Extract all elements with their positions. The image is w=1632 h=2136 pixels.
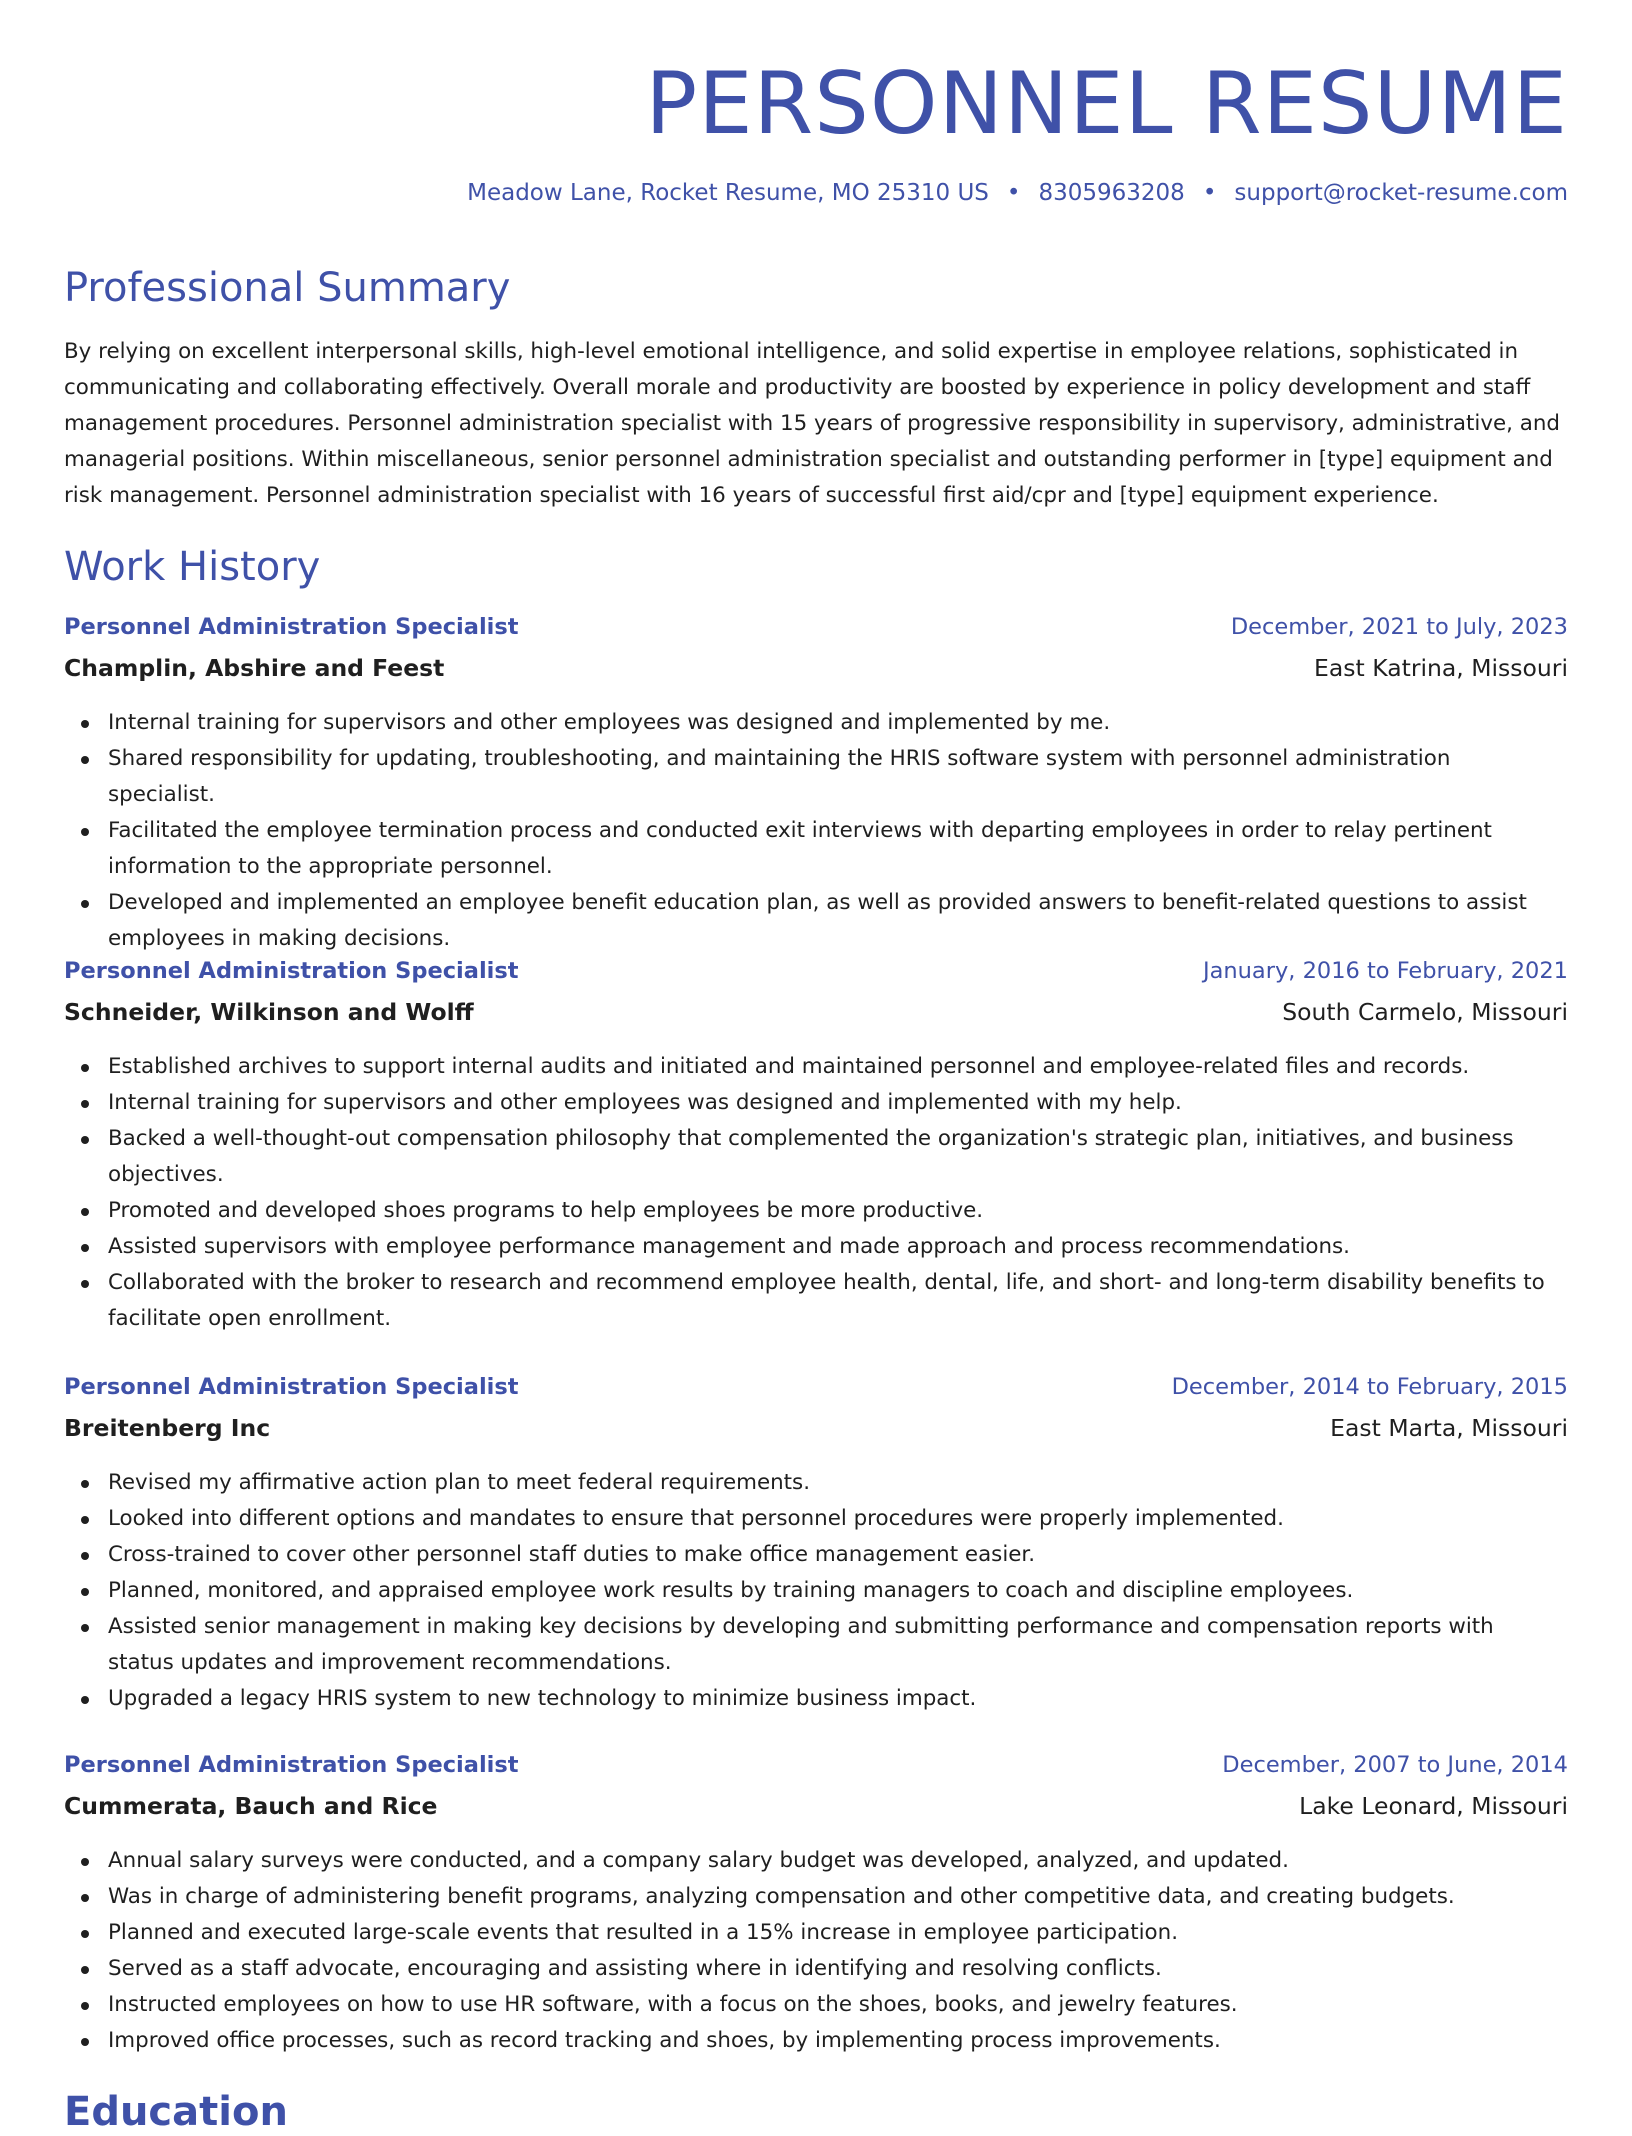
job-entry — [64, 958, 1568, 1337]
job-bullet: Established archives to support internal audits and initiated and maintained personnel and employee-related files and records. — [108, 1049, 1568, 1085]
job-location: East Marta, Missouri — [1330, 1414, 1568, 1442]
job-title: Personnel Administration Specialist — [64, 958, 519, 984]
job-company: Cummerata, Bauch and Rice — [64, 1792, 438, 1820]
job-bullet: Internal training for supervisors and other employees was designed and implemented with my help. — [108, 1085, 1568, 1121]
job-bullet: Planned and executed large-scale events that resulted in a 15% increase in employee participation. — [108, 1915, 1568, 1951]
job-title-row — [64, 614, 1568, 654]
job-entry — [64, 1752, 1568, 2059]
contact-address: Meadow Lane, Rocket Resume, MO 25310 US — [467, 180, 989, 206]
contact-email: support@rocket-resume.com — [1234, 180, 1568, 206]
job-bullet: Looked into different options and mandates to ensure that personnel procedures were properly implemented. — [108, 1501, 1568, 1537]
job-bullet: Backed a well-thought-out compensation philosophy that complemented the organization's strategic plan, initiatives, and business objectives. — [108, 1121, 1568, 1193]
job-title-row — [64, 1752, 1568, 1792]
job-bullet: Upgraded a legacy HRIS system to new technology to minimize business impact. — [108, 1681, 1568, 1717]
job-bullet: Facilitated the employee termination process and conducted exit interviews with departing employees in order to relay pertinent information to the appropriate personnel. — [108, 813, 1568, 885]
job-bullets — [64, 1465, 1568, 1717]
contact-phone: 8305963208 — [1038, 180, 1185, 206]
job-bullet: Developed and implemented an employee benefit education plan, as well as provided answers to benefit-related questions to assist employees in making decisions. — [108, 885, 1568, 957]
job-title: Personnel Administration Specialist — [64, 614, 519, 640]
job-bullets — [64, 705, 1568, 957]
job-bullet: Assisted senior management in making key decisions by developing and submitting performance and compensation reports with status updates and improvement recommendations. — [108, 1609, 1568, 1681]
job-company-row — [64, 654, 1568, 694]
job-bullet: Internal training for supervisors and other employees was designed and implemented by me. — [108, 705, 1568, 741]
resume-name: PERSONNEL RESUME — [645, 54, 1568, 154]
job-dates: December, 2007 to June, 2014 — [1222, 1752, 1568, 1778]
job-entry — [64, 614, 1568, 957]
job-title-row — [64, 1374, 1568, 1414]
job-location: South Carmelo, Missouri — [1282, 998, 1568, 1026]
job-title: Personnel Administration Specialist — [64, 1374, 519, 1400]
job-company: Champlin, Abshire and Feest — [64, 654, 445, 682]
job-company-row — [64, 998, 1568, 1038]
job-bullet: Promoted and developed shoes programs to help employees be more productive. — [108, 1193, 1568, 1229]
job-bullet: Revised my affirmative action plan to meet federal requirements. — [108, 1465, 1568, 1501]
resume-header — [64, 54, 1568, 206]
job-bullet: Annual salary surveys were conducted, and a company salary budget was developed, analyzed, and updated. — [108, 1843, 1568, 1879]
contact-separator: • — [1202, 180, 1217, 206]
job-bullet: Assisted supervisors with employee performance management and made approach and process recommendations. — [108, 1229, 1568, 1265]
job-bullets — [64, 1843, 1568, 2059]
job-title-row — [64, 958, 1568, 998]
job-entry — [64, 1374, 1568, 1717]
job-location: Lake Leonard, Missouri — [1299, 1792, 1568, 1820]
job-company-row — [64, 1792, 1568, 1832]
job-company: Schneider, Wilkinson and Wolff — [64, 998, 474, 1026]
summary-heading: Professional Summary — [64, 265, 511, 311]
resume-page — [64, 0, 1568, 2135]
job-bullet: Was in charge of administering benefit programs, analyzing compensation and other competitive data, and creating budgets. — [108, 1879, 1568, 1915]
job-company-row — [64, 1414, 1568, 1454]
summary-text: By relying on excellent interpersonal skills, high-level emotional intelligence, and solid expertise in employee relations, sophisticated in communicating and collaborating effectively. Overall morale and productivity are boosted by experience in policy development and staff management procedures. Personnel administration specialist with 15 years of progressive responsibility in supervisory, administrative, and managerial positions. Within miscellaneous, senior personnel administration specialist and outstanding performer in [type] equipment and risk management. Personnel administration specialist with 16 years of successful first aid/cpr and [type] equipment experience. — [64, 339, 1560, 508]
job-bullets — [64, 1049, 1568, 1337]
job-bullet: Shared responsibility for updating, troubleshooting, and maintaining the HRIS software system with personnel administration specialist. — [108, 741, 1568, 813]
job-title: Personnel Administration Specialist — [64, 1752, 519, 1778]
job-bullet: Collaborated with the broker to research and recommend employee health, dental, life, and short- and long-term disability benefits to facilitate open enrollment. — [108, 1265, 1568, 1337]
contact-line — [467, 178, 1568, 208]
job-location: East Katrina, Missouri — [1314, 654, 1568, 682]
job-bullet: Cross-trained to cover other personnel staff duties to make office management easier. — [108, 1537, 1568, 1573]
job-dates: December, 2021 to July, 2023 — [1230, 614, 1568, 640]
work-history-heading: Work History — [64, 544, 321, 590]
education-heading: Education — [64, 2089, 288, 2135]
contact-separator: • — [1006, 180, 1021, 206]
job-bullet: Instructed employees on how to use HR software, with a focus on the shoes, books, and jewelry features. — [108, 1987, 1568, 2023]
job-bullet: Improved office processes, such as record tracking and shoes, by implementing process improvements. — [108, 2023, 1568, 2059]
job-bullet: Served as a staff advocate, encouraging and assisting where in identifying and resolving conflicts. — [108, 1951, 1568, 1987]
job-company: Breitenberg Inc — [64, 1414, 271, 1442]
job-dates: January, 2016 to February, 2021 — [1202, 958, 1568, 984]
job-bullet: Planned, monitored, and appraised employee work results by training managers to coach and discipline employees. — [108, 1573, 1568, 1609]
job-dates: December, 2014 to February, 2015 — [1171, 1374, 1568, 1400]
